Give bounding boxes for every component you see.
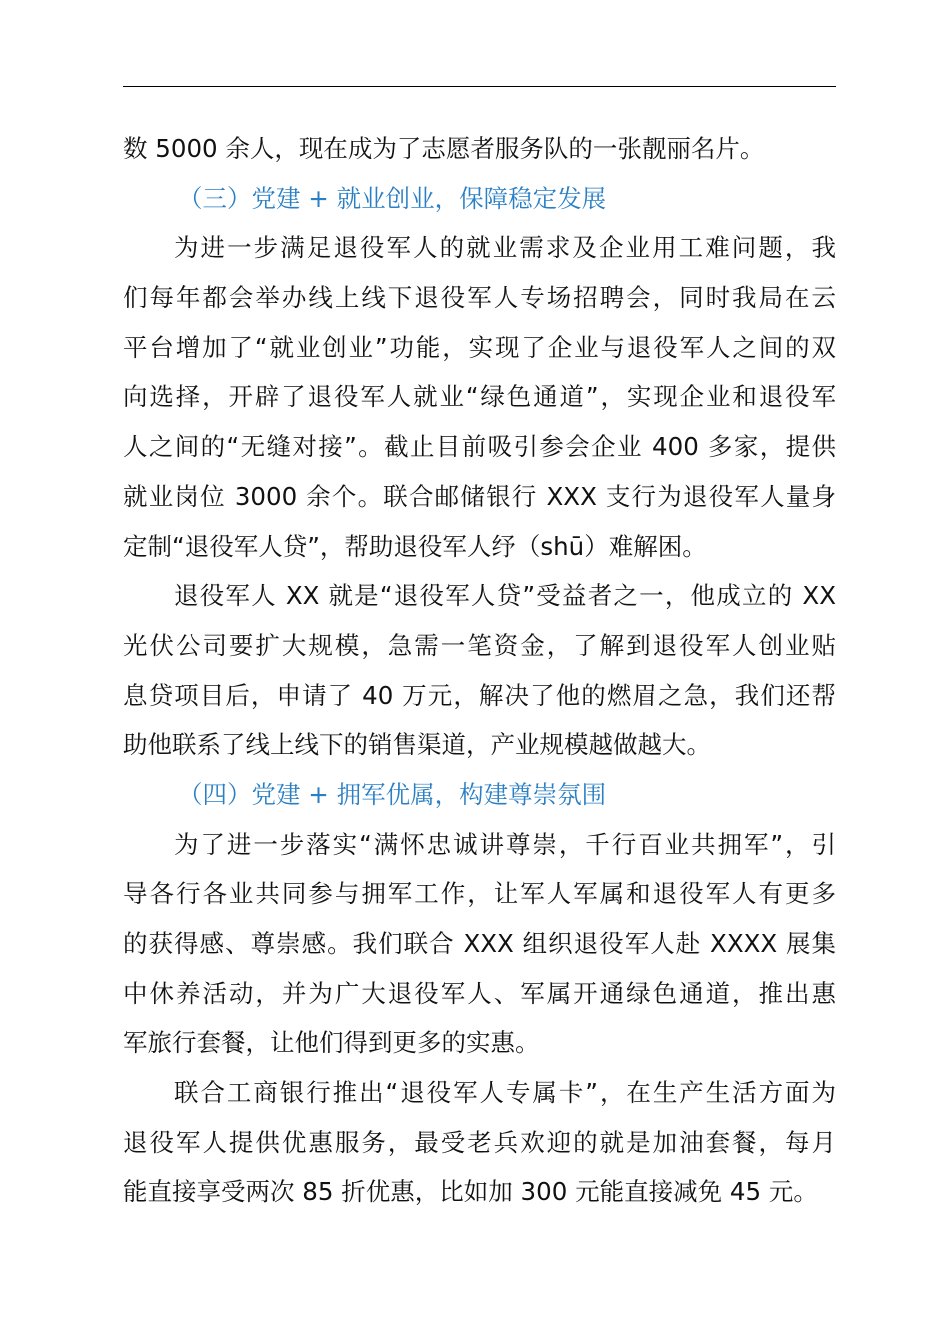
paragraph-line: 们每年都会举办线上线下退役军人专场招聘会，同时我局在云 xyxy=(123,283,836,313)
paragraph-line: 定制“退役军人贷”，帮助退役军人纾（shū）难解困。 xyxy=(123,531,707,561)
section-heading-3: （三）党建 + 就业创业，保障稳定发展 xyxy=(178,183,607,213)
paragraph-line: 就业岗位 3000 余个。联合邮储银行 XXX 支行为退役军人量身 xyxy=(123,481,836,511)
paragraph-line: 退役军人提供优惠服务，最受老兵欢迎的就是加油套餐，每月 xyxy=(123,1127,836,1157)
section-heading-4: （四）党建 + 拥军优属，构建尊崇氛围 xyxy=(178,779,607,809)
paragraph-line: 平台增加了“就业创业”功能，实现了企业与退役军人之间的双 xyxy=(123,332,836,362)
header-rule xyxy=(123,86,836,87)
document-body xyxy=(123,124,836,1217)
paragraph-line: 的获得感、尊崇感。我们联合 XXX 组织退役军人赴 XXXX 展集 xyxy=(123,929,836,958)
paragraph-line: 能直接享受两次 85 折优惠，比如加 300 元能直接减免 45 元。 xyxy=(123,1177,818,1207)
paragraph-line: 退役军人 XX 就是“退役军人贷”受益者之一，他成立的 XX xyxy=(174,581,836,611)
paragraph-line: 数 5000 余人，现在成为了志愿者服务队的一张靓丽名片。 xyxy=(123,134,765,163)
paragraph-line: 息贷项目后，申请了 40 万元，解决了他的燃眉之急，我们还帮 xyxy=(123,680,836,710)
paragraph-line: 光伏公司要扩大规模，急需一笔资金，了解到退役军人创业贴 xyxy=(123,630,836,660)
paragraph-line: 向选择，开辟了退役军人就业“绿色通道”，实现企业和退役军 xyxy=(123,382,836,412)
paragraph-line: 为了进一步落实“满怀忠诚讲尊崇，千行百业共拥军”，引 xyxy=(174,829,836,859)
paragraph-line: 人之间的“无缝对接”。截止目前吸引参会企业 400 多家，提供 xyxy=(123,432,836,462)
paragraph-line: 中休养活动，并为广大退役军人、军属开通绿色通道，推出惠 xyxy=(123,978,836,1008)
paragraph-line: 军旅行套餐，让他们得到更多的实惠。 xyxy=(123,1028,540,1058)
paragraph-line: 为进一步满足退役军人的就业需求及企业用工难问题，我 xyxy=(174,233,836,263)
paragraph-line: 联合工商银行推出“退役军人专属卡”，在生产生活方面为 xyxy=(174,1078,836,1108)
paragraph-line: 助他联系了线上线下的销售渠道，产业规模越做越大。 xyxy=(123,730,711,760)
paragraph-line: 导各行各业共同参与拥军工作，让军人军属和退役军人有更多 xyxy=(123,879,836,909)
